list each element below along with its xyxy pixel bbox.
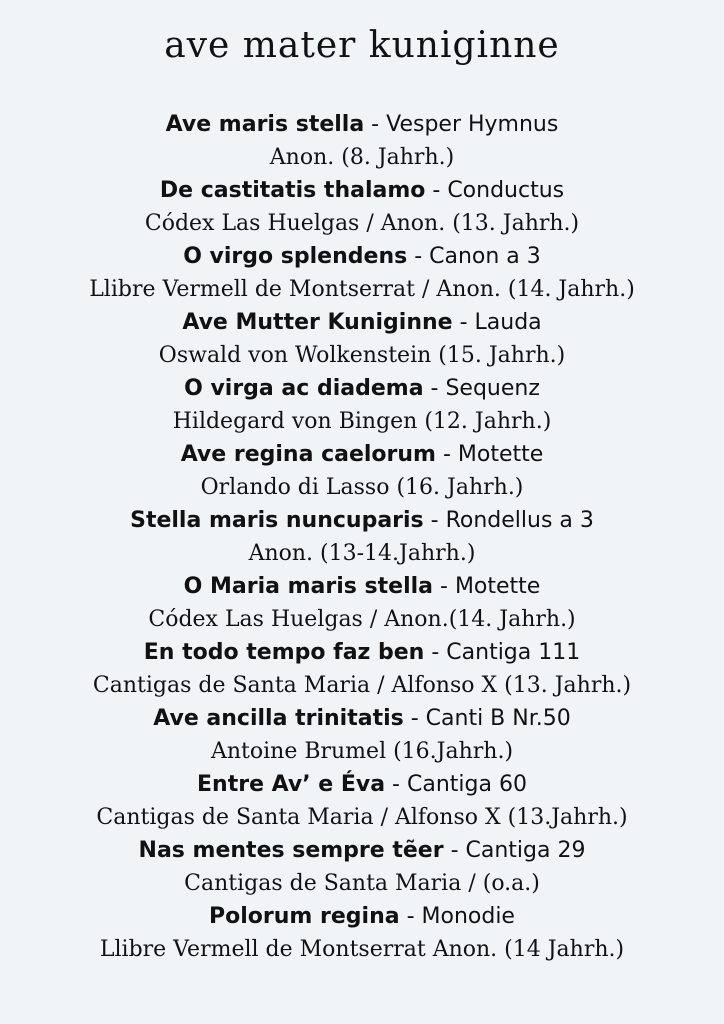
piece-type: - Motette bbox=[435, 442, 544, 467]
piece-type: - Sequenz bbox=[423, 376, 540, 401]
piece-name: O virga ac diadema bbox=[184, 376, 424, 401]
piece-name: Entre Av’ e Éva bbox=[197, 772, 386, 797]
piece-source: Antoine Brumel (16.Jahrh.) bbox=[210, 739, 514, 764]
piece-source: Cantigas de Santa Maria / Alfonso X (13. Jahrh.) bbox=[92, 673, 632, 698]
piece-title-line bbox=[0, 240, 724, 273]
piece-name: O virgo splendens bbox=[183, 244, 408, 269]
piece-title-line bbox=[0, 834, 724, 867]
piece-name: Nas mentes sempre tẽer bbox=[138, 838, 444, 863]
piece-name: O Maria maris stella bbox=[183, 574, 434, 599]
piece-type: - Conductus bbox=[425, 178, 565, 203]
piece-title-line bbox=[0, 372, 724, 405]
piece-source: Anon. (13-14.Jahrh.) bbox=[248, 541, 476, 566]
piece-title-line bbox=[0, 636, 724, 669]
page-title: ave mater kuniginne bbox=[164, 25, 560, 66]
piece-name: Ave Mutter Kuniginne bbox=[182, 310, 453, 335]
piece-source: Cantigas de Santa Maria / Alfonso X (13.Jahrh.) bbox=[96, 805, 628, 830]
piece-title-line bbox=[0, 702, 724, 735]
piece-title-line bbox=[0, 570, 724, 603]
piece-type: - Cantiga 60 bbox=[385, 772, 527, 797]
piece-name: Ave ancilla trinitatis bbox=[153, 706, 404, 731]
piece-name: Ave regina caelorum bbox=[180, 442, 436, 467]
piece-source: Oswald von Wolkenstein (15. Jahrh.) bbox=[158, 343, 566, 368]
piece-source: Códex Las Huelgas / Anon.(14. Jahrh.) bbox=[148, 607, 576, 632]
piece-title-line bbox=[0, 108, 724, 141]
piece-type: - Vesper Hymnus bbox=[364, 112, 559, 137]
piece-title-line bbox=[0, 504, 724, 537]
piece-name: Ave maris stella bbox=[165, 112, 365, 137]
piece-title-line bbox=[0, 768, 724, 801]
piece-type: - Rondellus a 3 bbox=[423, 508, 594, 533]
piece-type: - Cantiga 29 bbox=[443, 838, 586, 863]
piece-source: Códex Las Huelgas / Anon. (13. Jahrh.) bbox=[144, 211, 580, 236]
piece-name: Polorum regina bbox=[209, 904, 400, 929]
piece-type: - Canti B Nr.50 bbox=[403, 706, 571, 731]
piece-type: - Cantiga 111 bbox=[424, 640, 581, 665]
piece-source: Llibre Vermell de Montserrat / Anon. (14. Jahrh.) bbox=[89, 277, 635, 302]
piece-type: - Monodie bbox=[399, 904, 515, 929]
piece-type: - Lauda bbox=[452, 310, 542, 335]
piece-type: - Motette bbox=[433, 574, 541, 599]
piece-source: Anon. (8. Jahrh.) bbox=[269, 145, 455, 170]
piece-name: De castitatis thalamo bbox=[159, 178, 426, 203]
piece-type: - Canon a 3 bbox=[407, 244, 541, 269]
piece-source: Orlando di Lasso (16. Jahrh.) bbox=[200, 475, 524, 500]
piece-title-line bbox=[0, 900, 724, 933]
piece-name: Stella maris nuncuparis bbox=[130, 508, 424, 533]
piece-source: Llibre Vermell de Montserrat Anon. (14 Jahrh.) bbox=[99, 937, 625, 962]
piece-title-line bbox=[0, 438, 724, 471]
piece-title-line bbox=[0, 306, 724, 339]
program-list bbox=[0, 108, 724, 966]
piece-title-line bbox=[0, 174, 724, 207]
piece-source: Cantigas de Santa Maria / (o.a.) bbox=[184, 871, 540, 896]
piece-source: Hildegard von Bingen (12. Jahrh.) bbox=[172, 409, 552, 434]
piece-name: En todo tempo faz ben bbox=[143, 640, 425, 665]
